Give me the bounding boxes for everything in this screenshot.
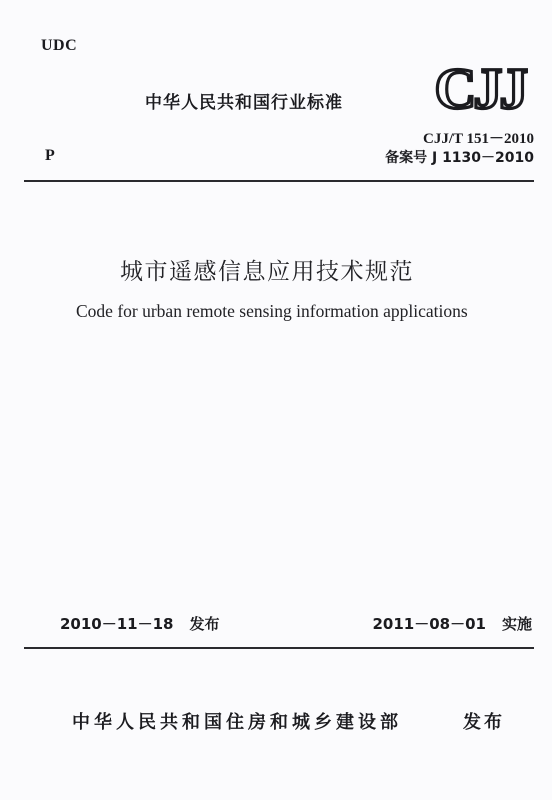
issue-date-block <box>60 613 220 634</box>
bottom-divider <box>24 647 534 649</box>
effective-label: 实施 <box>501 615 532 633</box>
title-chinese: 城市遥感信息应用技术规范 <box>120 259 414 285</box>
effective-date-block <box>372 613 532 634</box>
industry-standard-heading: 中华人民共和国行业标准 <box>145 93 343 113</box>
cjj-logo <box>432 58 528 116</box>
publisher-action: 发布 <box>463 712 505 733</box>
effective-date: 2011－08－01 <box>372 615 486 633</box>
standard-code: CJJ/T 151－2010 <box>423 131 534 147</box>
issue-date: 2010－11－18 <box>60 615 174 633</box>
udc-label: UDC <box>41 37 78 54</box>
publisher-name: 中华人民共和国住房和城乡建设部 <box>72 712 402 733</box>
top-divider <box>24 180 534 182</box>
title-english: Code for urban remote sensing information applications <box>76 301 468 321</box>
svg-text:CJJ: CJJ <box>434 58 526 116</box>
record-number: 备案号 J 1130－2010 <box>385 150 534 166</box>
category-label: P <box>45 147 55 164</box>
issue-label: 发布 <box>189 615 220 633</box>
